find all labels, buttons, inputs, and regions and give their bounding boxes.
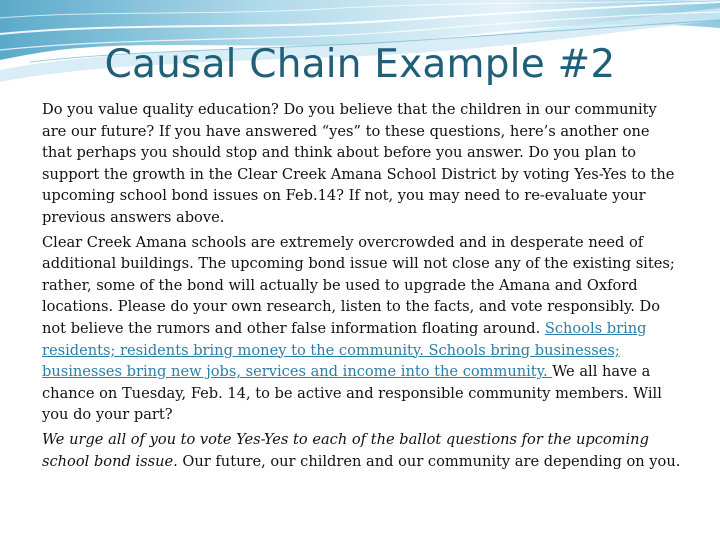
paragraph-3 (42, 429, 684, 472)
schools-causal-link[interactable]: Schools bring residents; residents bring money to the community. Schools bring businesses; businesses bring new jobs, services and income into the community. (42, 319, 647, 381)
paragraph-1: Do you value quality education? Do you believe that the children in our community are our future? If you have answered “yes” to these questions, here’s another one that perhaps you should stop and think about before you answer. Do you plan to support the growth in the Clear Creek Amana School District by voting Yes-Yes to the upcoming school bond issues on Feb.14? If not, you may need to re-evaluate your previous answers above. (42, 101, 675, 226)
slide-title: Causal Chain Example #2 (104, 42, 616, 87)
paragraph-2-text-end: We all have a chance on Tuesday, Feb. 14, to be active and responsible community members. Will you do your part? (42, 363, 662, 424)
paragraph-2 (42, 232, 684, 426)
paragraph-3-italic: We urge all of you to vote Yes-Yes to each of the ballot questions for the upcoming school bond issue. (42, 430, 649, 470)
paragraph-3-text-end: Our future, our children and our community are depending on you. (177, 452, 681, 470)
slide-body (42, 99, 684, 475)
paragraph-2-text-start: Clear Creek Amana schools are extremely overcrowded and in desperate need of additional buildings. The upcoming bond issue will not close any of the existing sites; rather, some of the bond will actually be used to upgrade the Amana and Oxford locations. Please do your own research, listen to the facts, and vote responsibly. Do not believe the rumors and other false information floating around. (42, 233, 675, 337)
